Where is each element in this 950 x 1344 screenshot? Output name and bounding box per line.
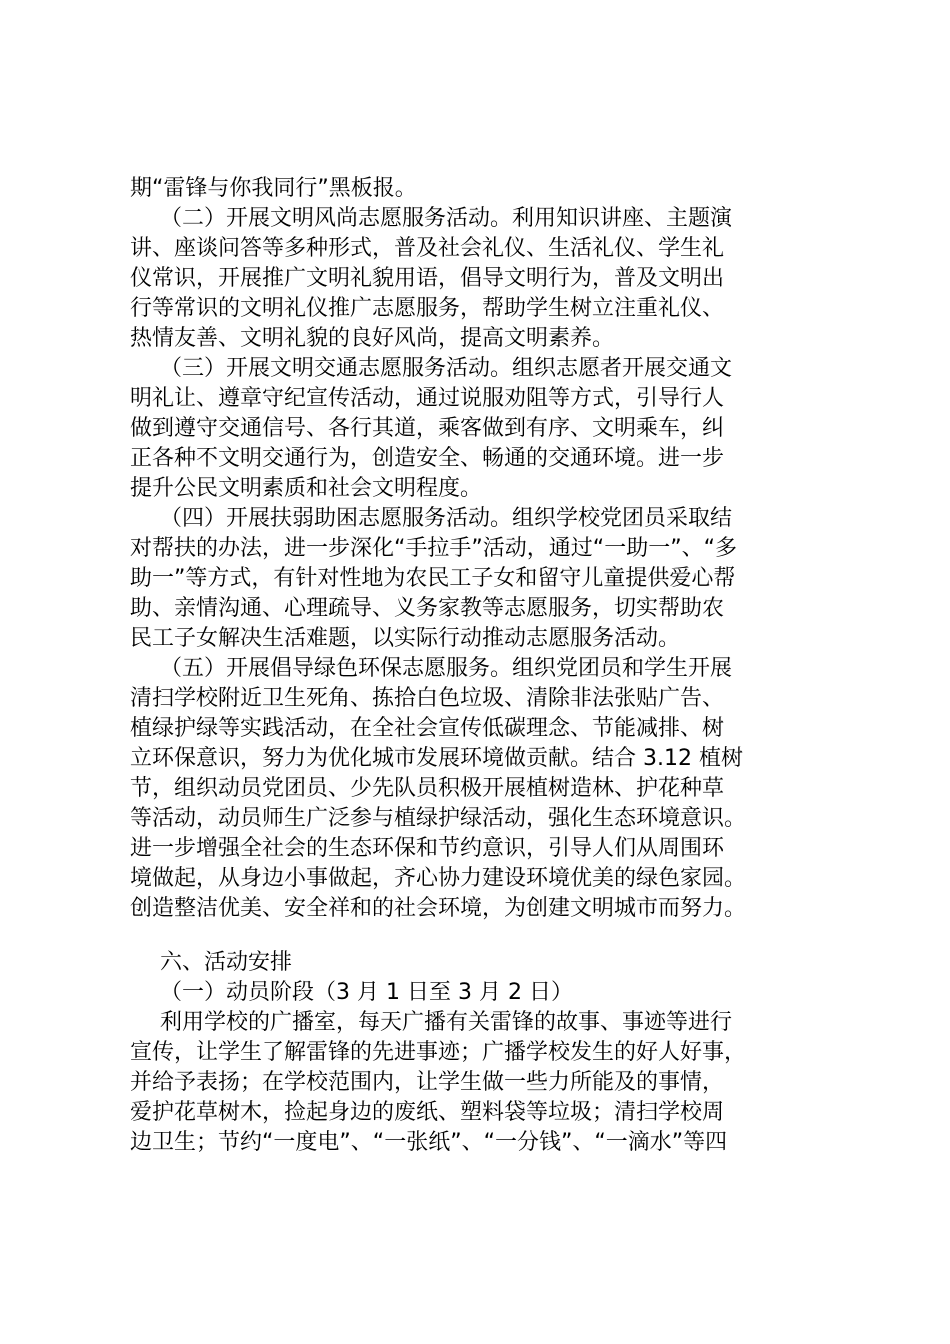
section-2-heading-line: （二）开展文明风尚志愿服务活动。利用知识讲座、主题演 (160, 206, 733, 231)
paragraph-line: 做到遵守交通信号、各行其道，乘客做到有序、文明乘车，纠 (130, 416, 725, 441)
paragraph-line: 植绿护绿等实践活动，在全社会宣传低碳理念、节能减排、树 (130, 716, 725, 741)
paragraph-line: 讲、座谈问答等多种形式，普及社会礼仪、生活礼仪、学生礼 (130, 236, 725, 261)
document-body (130, 174, 830, 1158)
paragraph-line: 边卫生；节约“一度电”、“一张纸”、“一分钱”、“一滴水”等四 (130, 1130, 728, 1155)
paragraph-line: 明礼让、遵章守纪宣传活动，通过说服劝阻等方式，引导行人 (130, 386, 725, 411)
paragraph-line: 爱护花草树木，捡起身边的废纸、塑料袋等垃圾；清扫学校周 (130, 1100, 725, 1125)
paragraph-line: 节，组织动员党团员、少先队员积极开展植树造林、护花种草 (130, 776, 725, 801)
section-4-heading-line: （四）开展扶弱助困志愿服务活动。组织学校党团员采取结 (160, 506, 733, 531)
paragraph-line: 提升公民文明素质和社会文明程度。 (130, 476, 483, 501)
paragraph-line: 等活动，动员师生广泛参与植绿护绿活动，强化生态环境意识。 (130, 806, 747, 831)
paragraph-line: 创造整洁优美、安全祥和的社会环境，为创建文明城市而努力。 (130, 896, 747, 921)
paragraph-line: 对帮扶的办法，进一步深化“手拉手”活动，通过“一助一”、“多 (130, 536, 737, 561)
section-3-heading-line: （三）开展文明交通志愿服务活动。组织志愿者开展交通文 (160, 356, 733, 381)
paragraph-line: 境做起，从身边小事做起，齐心协力建设环境优美的绿色家园。 (130, 866, 747, 891)
section-gap (130, 924, 830, 948)
paragraph-line: 正各种不文明交通行为，创造安全、畅通的交通环境。进一步 (130, 446, 725, 471)
paragraph-line: 仪常识，开展推广文明礼貌用语，倡导文明行为，普及文明出 (130, 266, 725, 291)
paragraph-line: 行等常识的文明礼仪推广志愿服务，帮助学生树立注重礼仪、 (130, 296, 725, 321)
paragraph-line: 助一”等方式，有针对性地为农民工子女和留守儿童提供爱心帮 (130, 566, 736, 591)
paragraph-line: 助、亲情沟通、心理疏导、义务家教等志愿服务，切实帮助农 (130, 596, 725, 621)
paragraph-line: 宣传，让学生了解雷锋的先进事迹；广播学校发生的好人好事， (130, 1040, 747, 1065)
paragraph-line: 清扫学校附近卫生死角、拣拾白色垃圾、清除非法张贴广告、 (130, 686, 725, 711)
paragraph-line: 立环保意识，努力为优化城市发展环境做贡献。结合 3.12 植树 (130, 746, 743, 771)
section-5-heading-line: （五）开展倡导绿色环保志愿服务。组织党团员和学生开展 (160, 656, 733, 681)
paragraph-line: 热情友善、文明礼貌的良好风尚，提高文明素养。 (130, 326, 615, 351)
paragraph-line: 进一步增强全社会的生态环保和节约意识，引导人们从周围环 (130, 836, 725, 861)
paragraph-line: 期“雷锋与你我同行”黑板报。 (130, 176, 417, 201)
paragraph-line: 并给予表扬；在学校范围内，让学生做一些力所能及的事情， (130, 1070, 725, 1095)
paragraph-line: 利用学校的广播室，每天广播有关雷锋的故事、事迹等进行 (160, 1010, 733, 1035)
phase-1-heading: （一）动员阶段（3 月 1 日至 3 月 2 日） (160, 980, 573, 1005)
paragraph-line: 民工子女解决生活难题，以实际行动推动志愿服务活动。 (130, 626, 681, 651)
section-6-title: 六、活动安排 (160, 950, 293, 975)
